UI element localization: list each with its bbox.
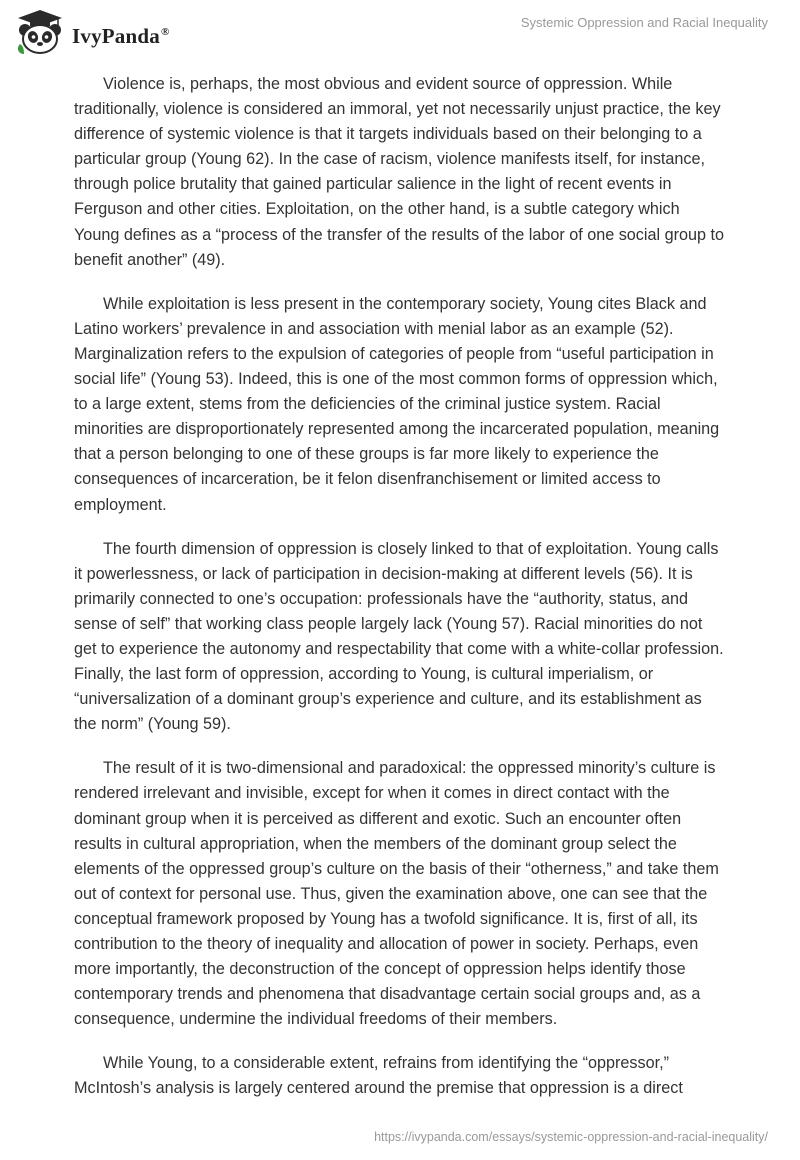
essay-body: [74, 72, 726, 1121]
paragraph: While exploitation is less present in the contemporary society, Young cites Black and Latino workers’ prevalence in and association with menial labor as an example (52). Marginalization refers to the expulsion of categories of people from “useful participation in social life” (Young 53). Indeed, this is one of the most common forms of oppression which, to a large extent, stems from the deficiencies of the criminal justice system. Racial minorities are disproportionately represented among the incarcerated population, meaning that a person belonging to one of these groups is far more likely to experience the consequences of incarceration, be it felon disenfranchisement or limited access to employment.: [74, 294, 720, 514]
page-header: [0, 0, 800, 60]
running-title: Systemic Oppression and Racial Inequality: [520, 15, 768, 30]
brand-logo[interactable]: [14, 8, 169, 61]
brand-name: IvyPanda®: [72, 24, 170, 48]
paragraph: Violence is, perhaps, the most obvious and evident source of oppression. While traditionally, violence is considered an immoral, yet not necessarily unjust practice, the key difference of systemic violence is that it targets individuals based on their belonging to a particular group (Young 62). In the case of racism, violence manifests itself, for instance, through police brutality that gained particular salience in the light of recent events in Ferguson and other cities. Exploitation, on the other hand, is a subtle category which Young defines as a “process of the transfer of the results of the labor of one social group to benefit another” (49).: [74, 75, 724, 269]
paragraph: The result of it is two-dimensional and paradoxical: the oppressed minority’s culture is rendered irrelevant and invisible, except for when it comes in direct contact with the dominant group when it is perceived as different and exotic. Such an encounter often results in cultural appropriation, when the members of the dominant group select the elements of the oppressed group’s culture on the basis of their “otherness,” and take them out of context for personal use. Thus, given the examination above, one can see that the conceptual framework proposed by Young has a twofold significance. It is, first of all, its contribution to the theory of inequality and allocation of power in society. Perhaps, even more importantly, the deconstruction of the concept of oppression helps identify those contemporary trends and phenomena that disadvantage certain social groups and, as a consequence, undermine the individual freedoms of their members.: [74, 759, 719, 1029]
footer-url[interactable]: https://ivypanda.com/essays/systemic-oppression-and-racial-inequality/: [374, 1130, 768, 1144]
paragraph: While Young, to a considerable extent, refrains from identifying the “oppressor,” McIntosh’s analysis is largely centered around the premise that oppression is a direct: [74, 1054, 683, 1098]
paragraph: The fourth dimension of oppression is closely linked to that of exploitation. Young calls it powerlessness, or lack of participation in decision-making at different levels (56). It is primarily connected to one’s occupation: professionals have the “authority, status, and sense of self” that working class people largely lack (Young 57). Racial minorities do not get to experience the autonomy and respectability that come with a white-collar profession. Finally, the last form of oppression, according to Young, is cultural imperialism, or “universalization of a dominant group’s experience and culture, and its establishment as the norm” (Young 59).: [74, 539, 724, 734]
panda-graduate-icon: [14, 8, 66, 61]
